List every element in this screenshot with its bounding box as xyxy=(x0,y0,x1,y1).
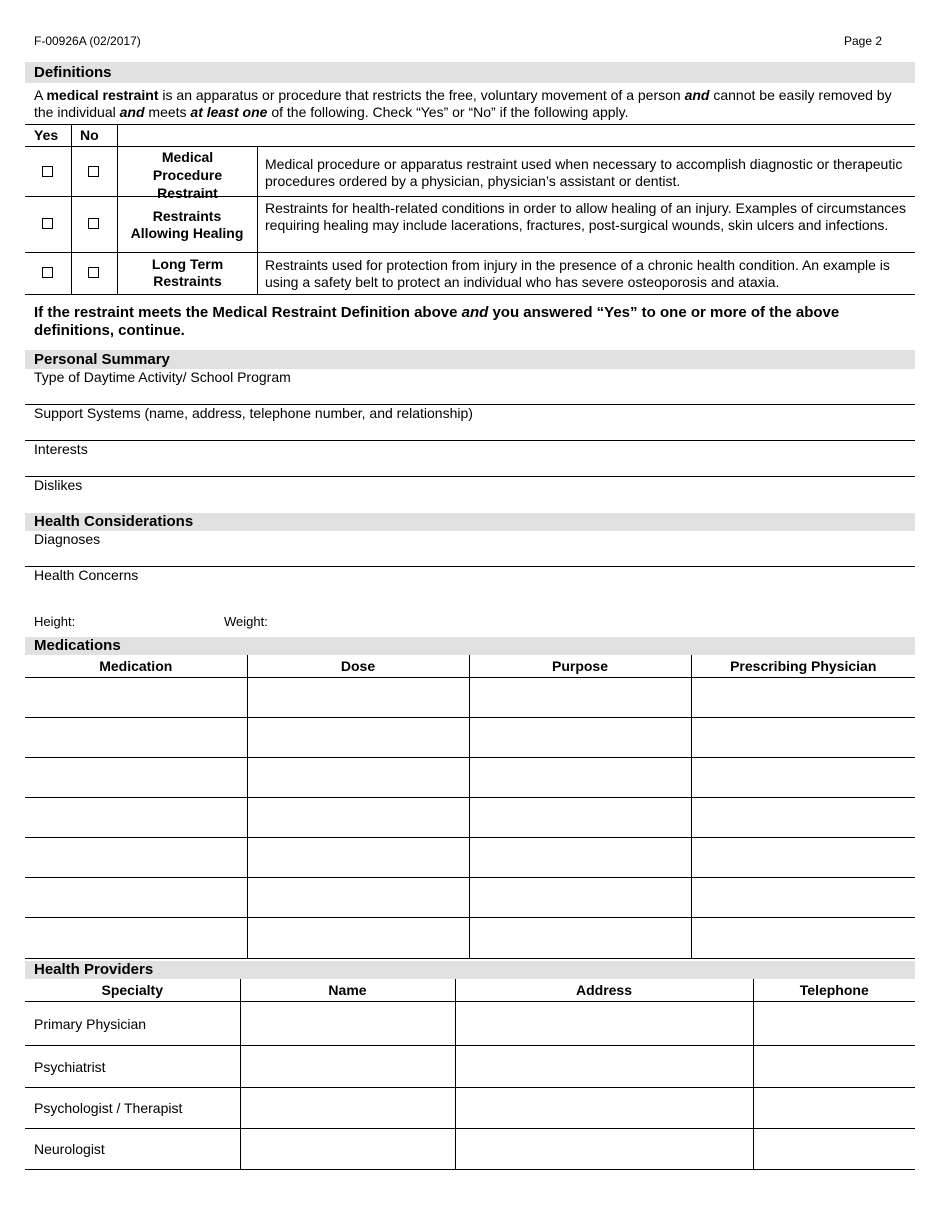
restraint-type-description: Restraints used for protection from injury in the presence of a chronic health condition. An example is using a safety belt to protect an individual who has severe osteoporosis and ataxia. xyxy=(265,257,890,290)
daytime-activity-label: Type of Daytime Activity/ School Program xyxy=(34,369,291,385)
purpose-cell[interactable] xyxy=(469,678,691,718)
telephone-column-header: Telephone xyxy=(753,979,915,1002)
prescribing-physician-cell[interactable] xyxy=(691,918,915,959)
name-column-header: Name xyxy=(240,979,455,1002)
prescribing-physician-column-header: Prescribing Physician xyxy=(691,655,915,678)
medications-heading: Medications xyxy=(25,637,915,655)
no-column-header: No xyxy=(80,127,99,143)
medication-row xyxy=(25,878,915,918)
restraint-type-description: Restraints for health-related conditions in order to allow healing of an injury. Examples of circumstances requiring healing may include lacerations, fractures, post-surgical wounds, skin ulcers and infections. xyxy=(265,200,906,233)
purpose-cell[interactable] xyxy=(469,718,691,758)
provider-address-cell[interactable] xyxy=(455,1002,753,1046)
medication-row xyxy=(25,678,915,718)
specialty-label: Psychologist / Therapist xyxy=(25,1088,240,1129)
diagnoses-label: Diagnoses xyxy=(34,531,101,547)
restraint-type-name: Long Term Restraints xyxy=(151,256,224,289)
provider-row xyxy=(25,1046,915,1088)
restraint-type-name: Medical Procedure Restraint xyxy=(152,149,223,201)
medication-cell[interactable] xyxy=(25,678,247,718)
purpose-column-header: Purpose xyxy=(469,655,691,678)
specialty-label: Psychiatrist xyxy=(25,1046,240,1088)
provider-address-cell[interactable] xyxy=(455,1046,753,1088)
instruction-emphasis: and xyxy=(461,304,489,321)
purpose-cell[interactable] xyxy=(469,878,691,918)
intro-emphasis: and xyxy=(119,103,145,120)
support-systems-label: Support Systems (name, address, telephone number, and relationship) xyxy=(34,405,473,421)
purpose-cell[interactable] xyxy=(469,758,691,798)
intro-term: medical restraint xyxy=(46,87,159,103)
dose-cell[interactable] xyxy=(247,798,469,838)
provider-address-cell[interactable] xyxy=(455,1129,753,1170)
intro-emphasis: at least one xyxy=(190,103,268,120)
intro-text: of the following. Check “Yes” or “No” if the following apply. xyxy=(267,103,629,120)
prescribing-physician-cell[interactable] xyxy=(691,678,915,718)
prescribing-physician-cell[interactable] xyxy=(691,838,915,878)
personal-summary-heading: Personal Summary xyxy=(25,350,915,369)
yes-checkbox-medical-procedure[interactable] xyxy=(42,166,53,177)
provider-telephone-cell[interactable] xyxy=(753,1002,915,1046)
medication-cell[interactable] xyxy=(25,718,247,758)
intro-text: is an apparatus or procedure that restricts the free, voluntary movement of a person xyxy=(158,87,685,103)
intro-text: cannot be easily removed by the individual xyxy=(34,87,892,120)
weight-label: Weight: xyxy=(224,614,268,629)
no-checkbox-allowing-healing[interactable] xyxy=(88,218,99,229)
purpose-cell[interactable] xyxy=(469,798,691,838)
provider-address-cell[interactable] xyxy=(455,1088,753,1129)
specialty-column-header: Specialty xyxy=(101,982,163,998)
health-concerns-label: Health Concerns xyxy=(34,567,139,583)
no-checkbox-medical-procedure[interactable] xyxy=(88,166,99,177)
height-label: Height: xyxy=(34,614,76,629)
provider-telephone-cell[interactable] xyxy=(753,1046,915,1088)
dislikes-label: Dislikes xyxy=(34,477,83,493)
dose-column-header: Dose xyxy=(247,655,469,678)
definitions-intro xyxy=(34,87,906,120)
provider-telephone-cell[interactable] xyxy=(753,1129,915,1170)
health-providers-heading: Health Providers xyxy=(25,961,915,979)
no-checkbox-long-term[interactable] xyxy=(88,267,99,278)
definitions-heading: Definitions xyxy=(25,62,915,83)
dose-cell[interactable] xyxy=(247,678,469,718)
medication-row xyxy=(25,758,915,798)
specialty-label: Primary Physician xyxy=(25,1002,240,1046)
prescribing-physician-cell[interactable] xyxy=(691,798,915,838)
medication-cell[interactable] xyxy=(25,878,247,918)
prescribing-physician-cell[interactable] xyxy=(691,758,915,798)
yes-checkbox-allowing-healing[interactable] xyxy=(42,218,53,229)
dose-cell[interactable] xyxy=(247,838,469,878)
provider-name-cell[interactable] xyxy=(240,1129,455,1170)
medication-cell[interactable] xyxy=(25,918,247,959)
provider-name-cell[interactable] xyxy=(240,1002,455,1046)
dose-cell[interactable] xyxy=(247,718,469,758)
medication-row xyxy=(25,918,915,959)
instruction-text: If the restraint meets the Medical Restraint Definition above xyxy=(34,304,462,321)
provider-row xyxy=(25,1002,915,1046)
purpose-cell[interactable] xyxy=(469,918,691,959)
restraint-type-name: Restraints Allowing Healing xyxy=(130,208,244,241)
dose-cell[interactable] xyxy=(247,758,469,798)
provider-telephone-cell[interactable] xyxy=(753,1088,915,1129)
specialty-label: Neurologist xyxy=(25,1129,240,1170)
medication-column-header: Medication xyxy=(99,658,173,674)
instruction-text: you answered “Yes” to one or more of the above definitions, continue. xyxy=(34,304,840,339)
medication-row xyxy=(25,838,915,878)
medication-row xyxy=(25,718,915,758)
dose-cell[interactable] xyxy=(247,918,469,959)
prescribing-physician-cell[interactable] xyxy=(691,718,915,758)
intro-text: A xyxy=(34,87,47,103)
provider-row xyxy=(25,1129,915,1170)
health-considerations-heading: Health Considerations xyxy=(25,513,915,531)
medications-table xyxy=(25,655,915,959)
prescribing-physician-cell[interactable] xyxy=(691,878,915,918)
yes-column-header: Yes xyxy=(34,127,59,143)
dose-cell[interactable] xyxy=(247,878,469,918)
intro-emphasis: and xyxy=(684,87,710,103)
restraint-type-description: Medical procedure or apparatus restraint used when necessary to accomplish diagnostic or therapeutic procedures ordered by a physician, physician’s assistant or dentist. xyxy=(265,156,903,189)
form-number: F-00926A (02/2017) xyxy=(34,34,141,48)
page-number: Page 2 xyxy=(844,34,883,48)
medication-cell[interactable] xyxy=(25,798,247,838)
purpose-cell[interactable] xyxy=(469,838,691,878)
interests-label: Interests xyxy=(34,441,88,457)
yes-checkbox-long-term[interactable] xyxy=(42,267,53,278)
medication-cell[interactable] xyxy=(25,758,247,798)
medication-cell[interactable] xyxy=(25,838,247,878)
provider-row xyxy=(25,1088,915,1129)
provider-name-cell[interactable] xyxy=(240,1088,455,1129)
continue-instruction xyxy=(34,304,906,340)
health-providers-table xyxy=(25,979,915,1170)
provider-name-cell[interactable] xyxy=(240,1046,455,1088)
intro-text: meets xyxy=(144,103,191,120)
medication-row xyxy=(25,798,915,838)
address-column-header: Address xyxy=(455,979,753,1002)
